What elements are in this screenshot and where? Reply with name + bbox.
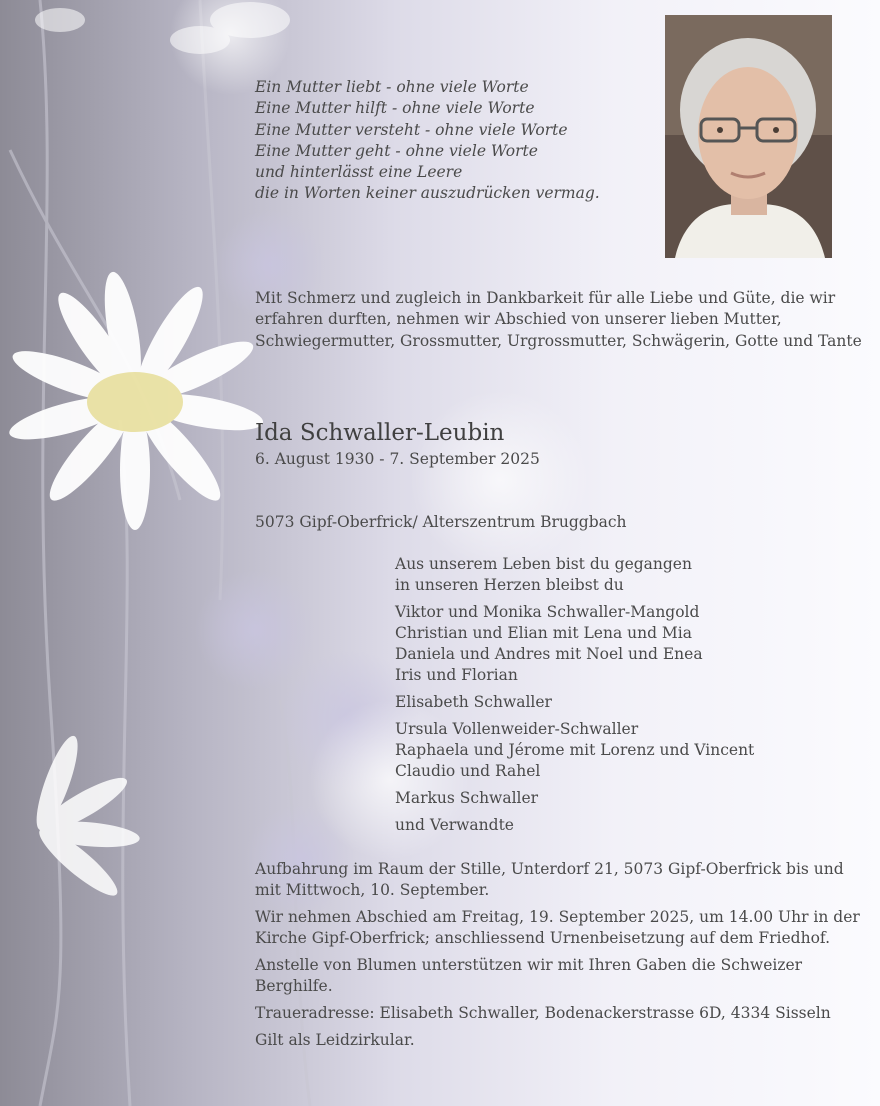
family-group: [395, 692, 754, 713]
family-member: Markus Schwaller: [395, 789, 539, 807]
poem-line: und hinterlässt eine Leere: [255, 163, 463, 182]
family-member: Elisabeth Schwaller: [395, 693, 552, 711]
residence: 5073 Gipf-Oberfrick/ Alterszentrum Bruggbach: [255, 513, 627, 531]
family-group: [395, 788, 754, 809]
funeral-details: [255, 859, 870, 1057]
family-member: und Verwandte: [395, 816, 514, 834]
poem-line: Eine Mutter hilft - ohne viele Worte: [255, 99, 535, 118]
motto-line: Aus unserem Leben bist du gegangen: [395, 555, 692, 573]
family-member: Christian und Elian mit Lena und Mia: [395, 624, 693, 642]
poem-line: Ein Mutter liebt - ohne viele Worte: [255, 78, 529, 96]
poem-line: Eine Mutter versteht - ohne viele Worte: [255, 120, 568, 139]
deceased-name: Ida Schwaller-Leubin: [255, 420, 505, 446]
motto-line: in unseren Herzen bleibst du: [395, 576, 624, 594]
circular-note: Gilt als Leidzirkular.: [255, 1031, 415, 1049]
family-member: Iris und Florian: [395, 666, 518, 684]
poem-line: Eine Mutter geht - ohne viele Worte: [255, 141, 538, 160]
portrait-photo: [665, 15, 832, 258]
mourners-list: [395, 554, 754, 842]
family-group: [395, 719, 754, 782]
intro-text: Mit Schmerz und zugleich in Dankbarkeit für alle Liebe und Güte, die wir erfahren durften, nehmen wir Abschied von unserer lieben Mutter, Schwiegermutter, Grossmutter, Urgrossmutter, Schwägerin, Gotte und Tante: [255, 289, 862, 350]
family-member: Ursula Vollenweider-Schwaller: [395, 720, 639, 738]
family-member: Viktor und Monika Schwaller-Mangold: [395, 603, 700, 621]
donation-info: Anstelle von Blumen unterstützen wir mit Ihren Gaben die Schweizer Berghilfe.: [255, 956, 803, 995]
family-member: Claudio und Rahel: [395, 762, 541, 780]
family-group: [395, 602, 754, 686]
poem: [255, 77, 600, 205]
motto: [395, 554, 754, 596]
family-member: Daniela und Andres mit Noel und Enea: [395, 645, 703, 663]
service-info: Wir nehmen Abschied am Freitag, 19. September 2025, um 14.00 Uhr in der Kirche Gipf-Oberfrick; anschliessend Urnenbeisetzung auf dem Friedhof.: [255, 908, 860, 947]
family-member: Raphaela und Jérome mit Lorenz und Vincent: [395, 741, 755, 759]
poem-line: die in Worten keiner auszudrücken vermag.: [255, 184, 600, 203]
mourning-address: Traueradresse: Elisabeth Schwaller, Bodenackerstrasse 6D, 4334 Sisseln: [255, 1004, 831, 1022]
family-group: [395, 815, 754, 836]
life-dates: 6. August 1930 - 7. September 2025: [255, 450, 540, 468]
viewing-info: Aufbahrung im Raum der Stille, Unterdorf 21, 5073 Gipf-Oberfrick bis und mit Mittwoch, 10. September.: [255, 860, 844, 899]
